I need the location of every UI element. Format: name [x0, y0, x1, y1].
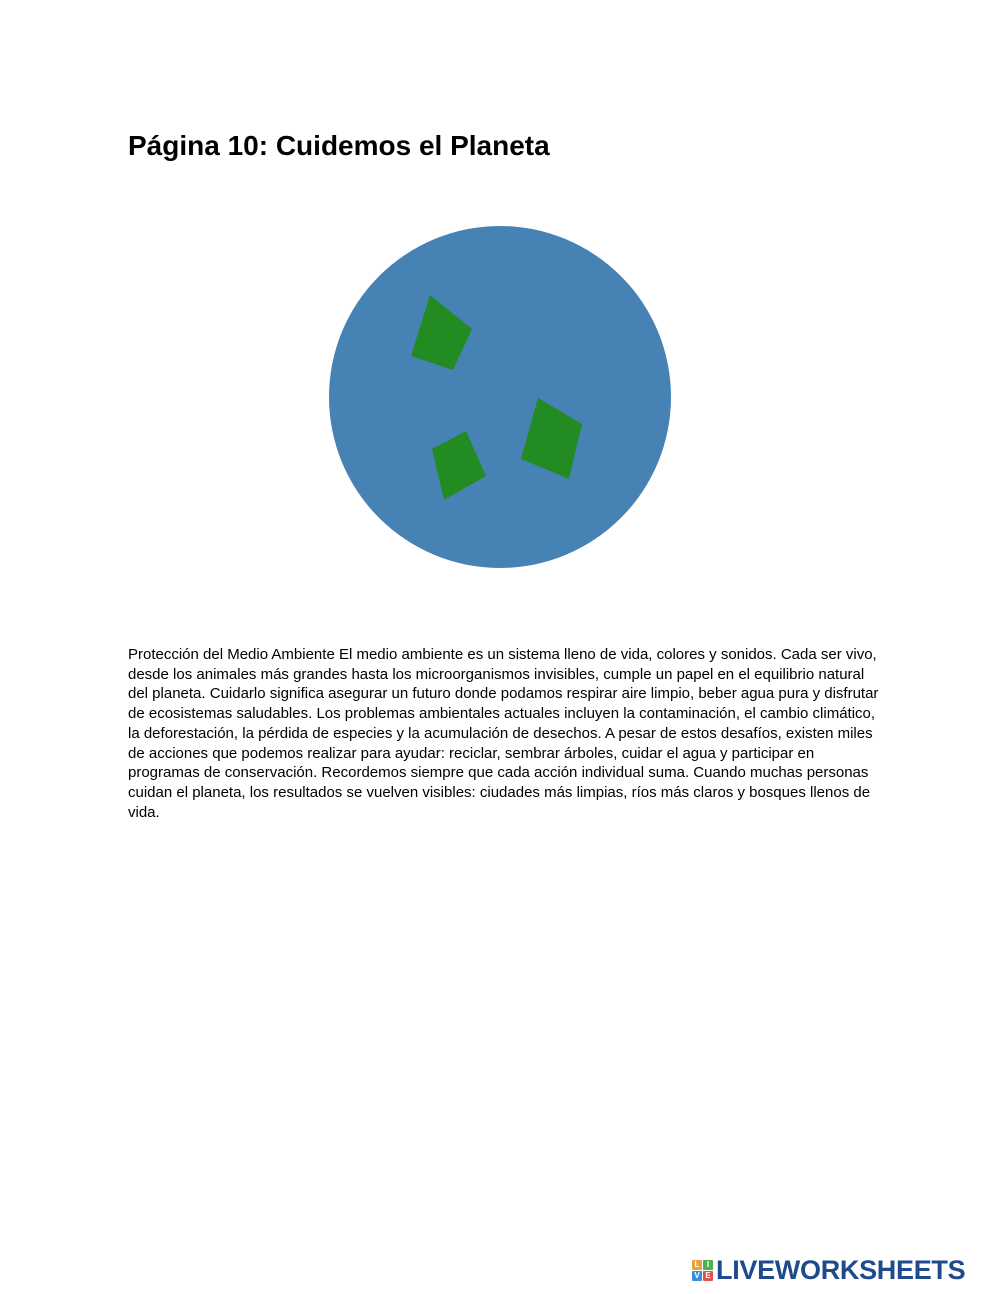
body-text: Protección del Medio Ambiente El medio ambiente es un sistema lleno de vida, colores y sonidos. Cada ser vivo, desde los animales más grandes hasta los microorganismos invisibles, cumple un papel en el equilibrio natural del planeta. Cuidarlo significa asegurar un futuro donde podamos respirar aire limpio, beber agua pura y disfrutar de ecosistemas saludables. Los problemas ambientales actuales incluyen la contaminación, el cambio climático, la deforestación, la pérdida de especies y la acumulación de desechos. A pesar de estos desafíos, existen miles de acciones que podemos realizar para ayudar: reciclar, sembrar árboles, cuidar el agua y participar en programas de conservación. Recordemos siempre que cada acción individual suma. Cuando muchas personas cuidan el planeta, los resultados se vuelven visibles: ciudades más limpias, ríos más claros y bosques llenos de vida.: [128, 646, 879, 821]
planet-illustration: [328, 225, 672, 569]
logo-letter-i: I: [703, 1260, 713, 1270]
logo-letter-v: V: [692, 1271, 702, 1281]
logo-letter-e: E: [703, 1271, 713, 1281]
logo-letter-l: L: [692, 1260, 702, 1270]
page-title: Página 10: Cuidemos el Planeta: [128, 130, 550, 161]
brand-name: LIVEWORKSHEETS: [716, 1255, 966, 1285]
liveworksheets-icon: [692, 1260, 713, 1281]
planet-ocean: [329, 226, 671, 568]
liveworksheets-logo[interactable]: [692, 1255, 965, 1285]
